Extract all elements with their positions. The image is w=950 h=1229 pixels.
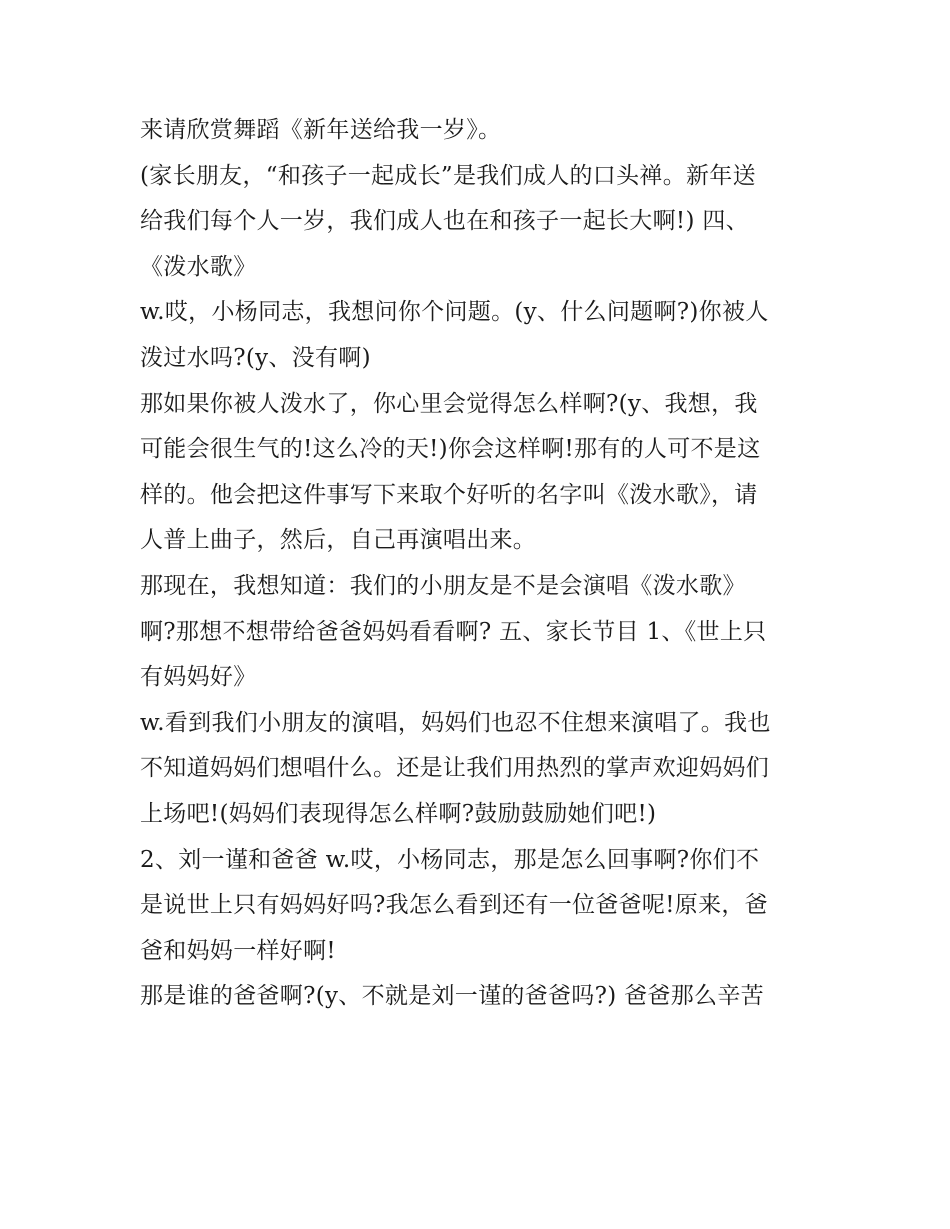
text-line-7: 那如果你被人泼水了，你心里会觉得怎么样啊?(y、我想，我 <box>140 390 758 417</box>
text-line-8: 可能会很生气的!这么冷的天!)你会这样啊!那有的人可不是这 <box>140 436 761 463</box>
text-line-20: 那是谁的爸爸啊?(y、不就是刘一谨的爸爸吗?) 爸爸那么辛苦 <box>140 983 764 1010</box>
text-line-4: 《泼水歌》 <box>140 253 257 280</box>
text-line-14: w.看到我们小朋友的演唱，妈妈们也忍不住想来演唱了。我也 <box>140 709 771 736</box>
text-line-1: 来请欣赏舞蹈《新年送给我一岁》。 <box>140 117 502 143</box>
text-line-15: 不知道妈妈们想唱什么。还是让我们用热烈的掌声欢迎妈妈们 <box>140 755 770 782</box>
text-line-13: 有妈妈好》 <box>140 664 257 691</box>
text-line-5: w.哎，小杨同志，我想问你个问题。(y、什么问题啊?)你被人 <box>140 299 769 326</box>
text-line-18: 是说世上只有妈妈好吗?我怎么看到还有一位爸爸呢!原来，爸 <box>140 892 768 919</box>
text-line-16: 上场吧!(妈妈们表现得怎么样啊?鼓励鼓励她们吧!) <box>140 800 657 827</box>
text-line-2: (家长朋友，“和孩子一起成长”是我们成人的口头禅。新年送 <box>140 162 756 189</box>
text-line-17: 2、刘一谨和爸爸 w.哎，小杨同志，那是怎么回事啊?你们不 <box>140 846 760 873</box>
body-text <box>140 108 820 1020</box>
text-line-3: 给我们每个人一岁，我们成人也在和孩子一起长大啊!) 四、 <box>140 208 749 235</box>
text-line-11: 那现在，我想知道：我们的小朋友是不是会演唱《泼水歌》 <box>140 572 746 599</box>
text-line-9: 样的。他会把这件事写下来取个好听的名字叫《泼水歌》，请 <box>140 481 758 508</box>
text-line-10: 人普上曲子，然后，自己再演唱出来。 <box>140 527 537 554</box>
text-line-12: 啊?那想不想带给爸爸妈妈看看啊? 五、家长节目 1、《世上只 <box>140 618 767 645</box>
text-line-6: 泼过水吗?(y、没有啊) <box>140 344 371 371</box>
text-line-19: 爸和妈妈一样好啊! <box>140 937 336 964</box>
